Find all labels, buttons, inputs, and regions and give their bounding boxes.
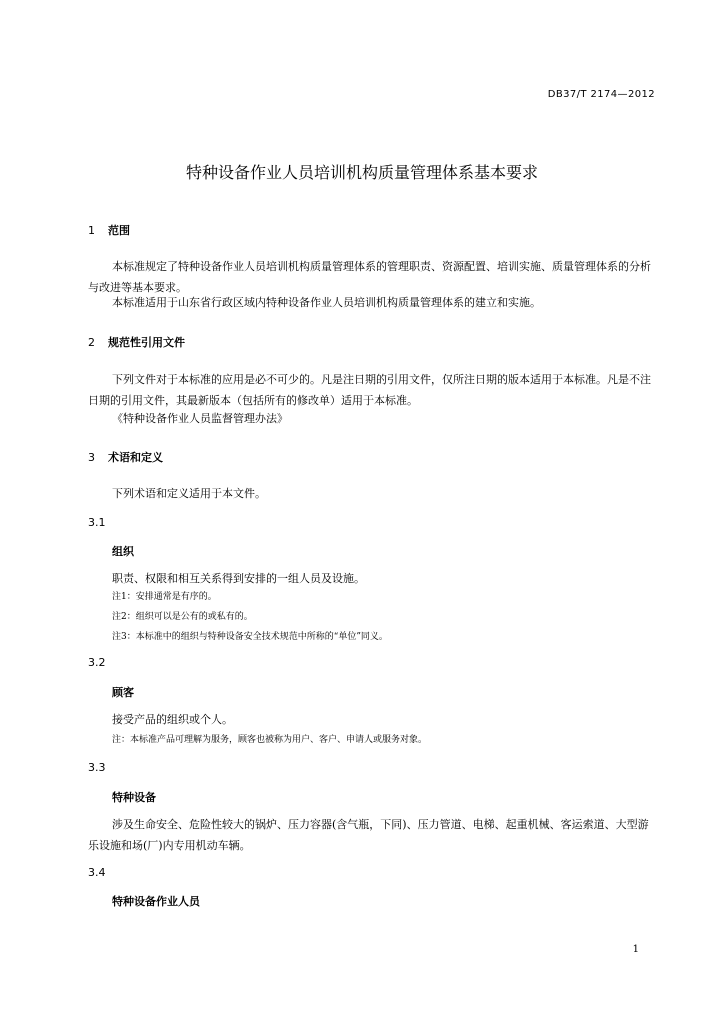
section-title: 规范性引用文件	[108, 336, 185, 349]
document-title: 特种设备作业人员培训机构质量管理体系基本要求	[185, 163, 538, 182]
section-number: 2	[88, 336, 95, 349]
term-customer: 顾客	[112, 686, 134, 699]
section-2-heading	[88, 334, 185, 350]
subsection-3-3-number: 3.3	[88, 761, 106, 774]
section-title: 术语和定义	[108, 451, 163, 464]
definition-organization: 职责、权限和相互关系得到安排的一组人员及设施。	[112, 572, 365, 585]
section-1-heading	[88, 222, 130, 238]
note-3-1-2: 注2：组织可以是公有的或私有的。	[112, 612, 253, 622]
section-1-paragraph-2: 本标准适用于山东省行政区域内特种设备作业人员培训机构质量管理体系的建立和实施。	[112, 296, 541, 309]
page-number: 1	[632, 944, 639, 955]
section-2-paragraph-1: 下列文件对于本标准的应用是必不可少的。凡是注日期的引用文件，仅所注日期的版本适用于本标准。凡是不注日期的引用文件，其最新版本（包括所有的修改单）适用于本标准。	[88, 373, 651, 407]
term-organization: 组织	[112, 545, 134, 558]
subsection-3-2-number: 3.2	[88, 656, 106, 669]
definition-customer: 接受产品的组织或个人。	[112, 713, 233, 726]
section-number: 1	[88, 224, 95, 237]
note-3-1-3: 注3：本标准中的组织与特种设备安全技术规范中所称的“单位”同义。	[112, 632, 388, 642]
subsection-3-4-number: 3.4	[88, 866, 106, 879]
section-2-paragraph-2: 《特种设备作业人员监督管理办法》	[112, 412, 288, 425]
standard-code: DB37/T 2174—2012	[547, 89, 655, 100]
note-3-1-1: 注1：安排通常是有序的。	[112, 592, 217, 602]
section-number: 3	[88, 451, 95, 464]
subsection-3-1-number: 3.1	[88, 516, 106, 529]
term-special-equipment: 特种设备	[112, 791, 156, 804]
term-special-equipment-operator: 特种设备作业人员	[112, 895, 200, 908]
section-3-heading	[88, 449, 163, 465]
section-3-paragraph-1: 下列术语和定义适用于本文件。	[112, 487, 266, 500]
definition-special-equipment: 涉及生命安全、危险性较大的锅炉、压力容器(含气瓶，下同)、压力管道、电梯、起重机械、客运索道、大型游乐设施和场(厂)内专用机动车辆。	[88, 818, 649, 852]
section-1-paragraph-1: 本标准规定了特种设备作业人员培训机构质量管理体系的管理职责、资源配置、培训实施、质量管理体系的分析与改进等基本要求。	[88, 260, 651, 294]
note-3-2-1: 注：本标准产品可理解为服务，顾客也被称为用户、客户、申请人或服务对象。	[112, 735, 428, 745]
section-title: 范围	[108, 224, 130, 237]
